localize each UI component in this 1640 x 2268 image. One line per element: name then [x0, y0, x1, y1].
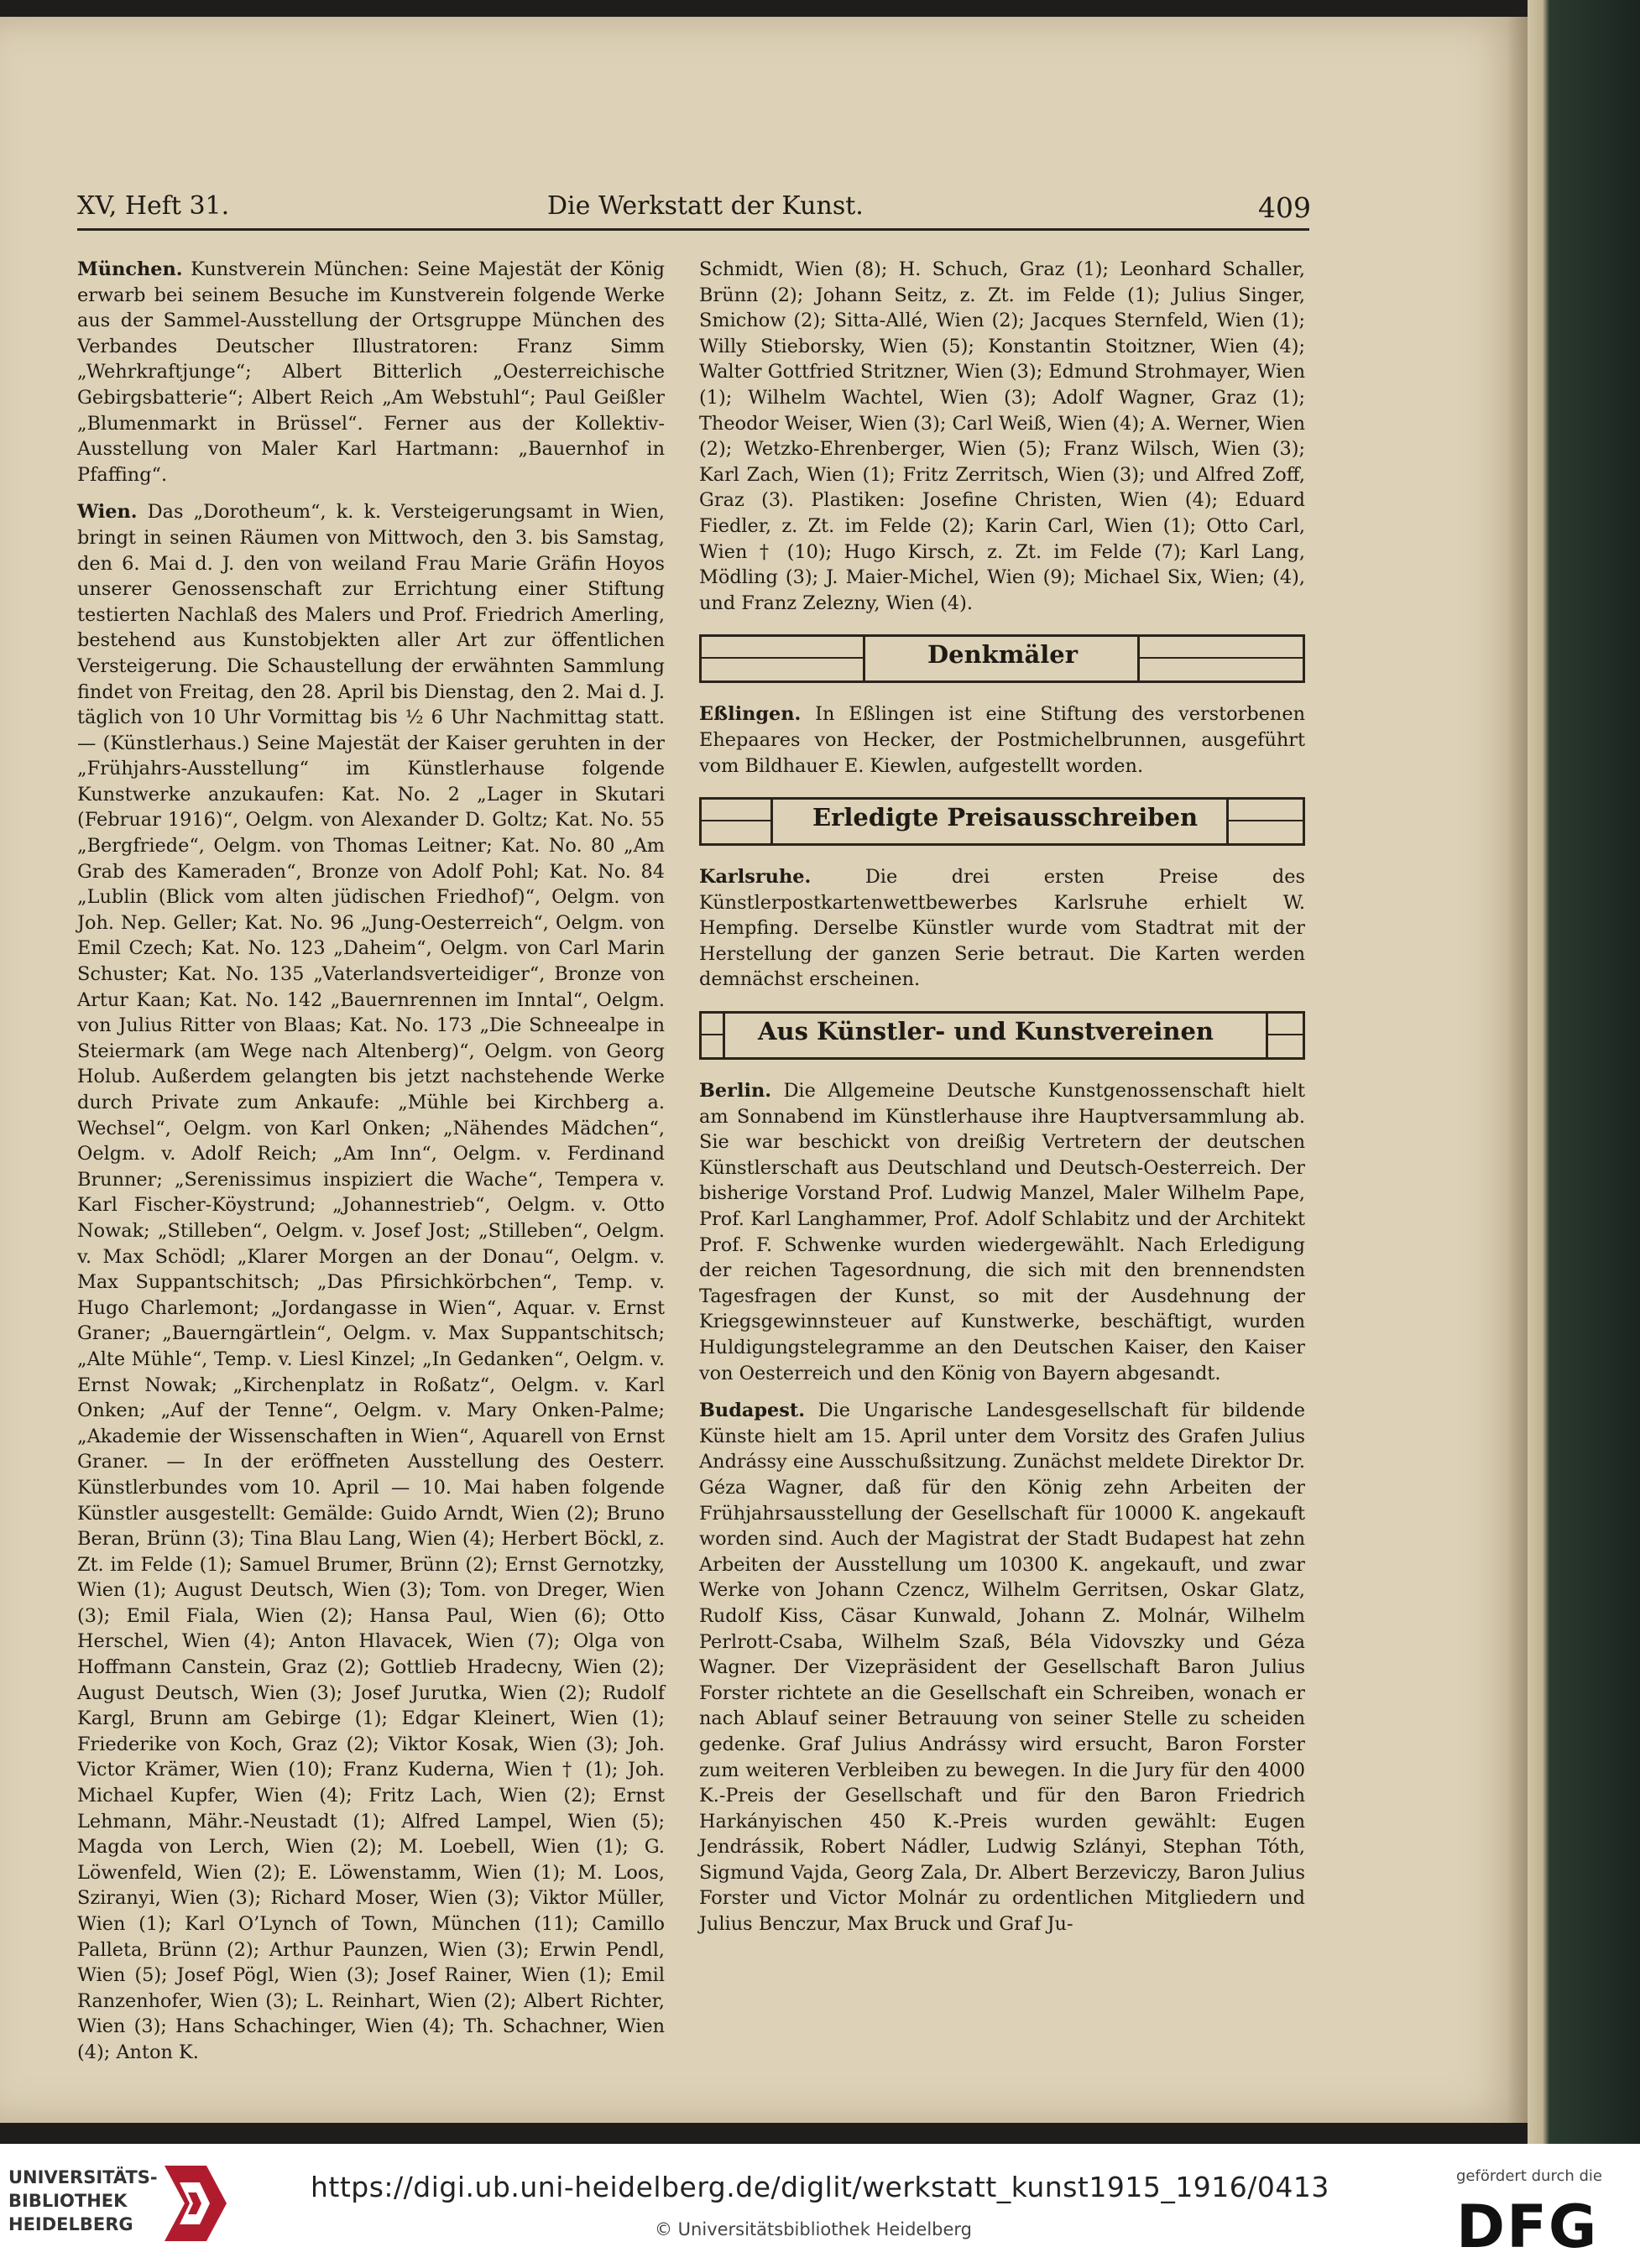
city-label: München.	[77, 258, 183, 280]
city-label: Karlsruhe.	[699, 866, 812, 889]
permalink-url[interactable]: https://digi.ub.uni-heidelberg.de/diglit/werkstatt_kunst1915_1916/0413	[311, 2171, 1329, 2203]
article-berlin	[699, 1078, 1305, 1386]
copyright-notice: © Universitätsbibliothek Heidelberg	[655, 2219, 973, 2239]
article-text: Kunstverein München: Seine Majestät der König erwarb bei seinem Besuche im Kunstverein folgende Werke aus der Sammel-Ausstellung der Ortsgruppe München des Verbandes Deutscher Illustratoren: Franz Simm „Wehrkraftjunge“; Albert Bitterlich „Oesterreichische Gebirgsbatterie“; Albert Reich „Am Webstuhl“; Paul Geißler „Blumenmarkt in Brüssel“. Ferner aus der Kollektiv-Ausstellung von Maler Karl Hartmann: „Bauernhof in Pfaffing“.	[77, 258, 665, 486]
library-seal-icon	[165, 2166, 227, 2241]
page-number: 409	[1258, 191, 1311, 224]
running-header	[77, 191, 1311, 228]
article-continuation	[699, 257, 1305, 616]
section-heading-preisausschreiben	[699, 797, 1305, 846]
section-heading-denkmaeler	[699, 634, 1305, 683]
article-text: Die Allgemeine Deutsche Kunstgenossenschaft hielt am Sonnabend im Künstlerhause ihre Hauptversammlung ab. Sie war beschickt von dreißig Vertretern der deutschen Künstlerschaft aus Deutschland und Deutsch-Oesterreich. Der bisherige Vorstand Prof. Ludwig Manzel, Maler Wilhelm Pape, Prof. Karl Langhammer, Prof. Adolf Schlabitz und der Architekt Prof. F. Schwenke wurden wiedergewählt. Nach Erledigung der reichen Tagesordnung, die sich mit den brennendsten Tagesfragen der Kunst, so mit der Ausdehnung der Kriegsgewinnsteuer auf Kunstwerke, beschäftigt, wurden Huldigungstelegramme an den Deutschen Kaiser, den Kaiser von Oesterreich und den König von Bayern abgesandt.	[699, 1080, 1305, 1384]
article-wien	[77, 499, 665, 2065]
article-budapest	[699, 1398, 1305, 1937]
right-column	[699, 257, 1305, 1949]
city-label: Budapest.	[699, 1400, 806, 1422]
city-label: Eßlingen.	[699, 703, 802, 726]
section-title: Denkmäler	[927, 640, 1078, 670]
logo-text-line: BIBLIOTHEK	[8, 2191, 128, 2211]
funding-note: gefördert durch die	[1456, 2167, 1602, 2185]
article-text: Das „Dorotheum“, k. k. Versteigerungsamt in Wien, bringt in seinen Räumen von Mittwoch, den 3. bis Samstag, den 6. Mai d. J. den von weiland Frau Marie Gräfin Hoyos unserer Genossenschaft zur Errichtung einer Stiftung testierten Nachlaß des Malers und Prof. Friedrich Amerling, bestehend aus Kunstobjekten aller Art zur öffentlichen Versteigerung. Die Schaustellung der erwähnten Sammlung findet von Freitag, den 28. April bis Dienstag, den 2. Mai d. J. täglich von 10 Uhr Vormittag bis ½ 6 Uhr Nachmittag statt. — (Künstlerhaus.) Seine Majestät der Kaiser geruhten in der „Frühjahrs-Ausstellung“ im Künstlerhause folgende Kunstwerke anzukaufen: Kat. No. 2 „Lager in Skutari (Februar 1916)“, Oelgm. von Alexander D. Goltz; Kat. No. 55 „Bergfriede“, Oelgm. von Thomas Leitner; Kat. No. 80 „Am Grab des Kameraden“, Bronze von Adolf Pohl; Kat. No. 84 „Lublin (Blick vom alten jüdischen Friedhof)“, Oelgm. von Joh. Nep. Geller; Kat. No. 96 „Jung-Oesterreich“, Oelgm. von Emil Czech; Kat. No. 123 „Daheim“, Oelgm. von Carl Marin Schuster; Kat. No. 135 „Vaterlandsverteidiger“, Bronze von Artur Kaan; Kat. No. 142 „Bauernrennen im Inntal“, Oelgm. von Julius Ritter von Blaas; Kat. No. 173 „Die Schneealpe in Steiermark (am Wege nach Altenberg)“, Oelgm. von Georg Holub. Außerdem gelangten bis jetzt nachstehende Werke durch Private zum Ankaufe: „Mühle bei Kirchberg a. Wechsel“, Oelgm. von Karl Onken; „Nähendes Mädchen“, Oelgm. v. Adolf Reich; „Am Inn“, Oelgm. v. Ferdinand Brunner; „Serenissimus inspiziert die Wache“, Tempera v. Karl Fischer-Köystrund; „Johannestrieb“, Oelgm. v. Otto Nowak; „Stilleben“, Oelgm. v. Josef Jost; „Stilleben“, Oelgm. v. Max Schödl; „Klarer Morgen an der Donau“, Oelgm. v. Max Suppantschitsch; „Das Pfirsichkörbchen“, Temp. v. Hugo Charlemont; „Jordangasse in Wien“, Aquar. v. Ernst Graner; „Bauerngärtlein“, Oelgm. v. Max Suppantschitsch; „Alte Mühle“, Temp. v. Liesl Kinzel; „In Gedanken“, Oelgm. v. Ernst Nowak; „Kirchenplatz in Roßatz“, Oelgm. v. Karl Onken; „Auf der Tenne“, Oelgm. v. Mary Onken-Palme; „Akademie der Wissenschaften in Wien“, Aquarell von Ernst Graner. — In der eröffneten Ausstellung des Oesterr. Künstlerbundes vom 10. April — 10. Mai haben folgende Künstler ausgestellt: Gemälde: Guido Arndt, Wien (2); Bruno Beran, Brünn (3); Tina Blau Lang, Wien (4); Herbert Böckl, z. Zt. im Felde (1); Samuel Brumer, Brünn (2); Ernst Gernotzky, Wien (1); August Deutsch, Wien (3); Tom. von Dreger, Wien (3); Emil Fiala, Wien (2); Hansa Paul, Wien (6); Otto Herschel, Wien (4); Anton Hlavacek, Wien (7); Olga von Hoffmann Canstein, Graz (2); Gottlieb Hradecny, Wien (2); August Deutsch, Wien (3); Josef Jurutka, Wien (2); Rudolf Kargl, Brunn am Gebirge (1); Edgar Kleinert, Wien (1); Friederike von Koch, Graz (2); Viktor Kosak, Wien (3); Joh. Victor Krämer, Wien (10); Franz Kuderna, Wien † (1); Joh. Michael Kupfer, Wien (4); Fritz Lach, Wien (2); Ernst Lehmann, Mähr.-Neustadt (1); Alfred Lampel, Wien (5); Magda von Lerch, Wien (2); M. Loebell, Wien (1); G. Löwenfeld, Wien (2); E. Löwenstamm, Wien (1); M. Loos, Sziranyi, Wien (3); Richard Moser, Wien (3); Viktor Müller, Wien (1); Karl O’Lynch of Town, München (11); Camillo Palleta, Brünn (2); Arthur Paunzen, Wien (3); Erwin Pendl, Wien (5); Josef Pögl, Wien (3); Josef Rainer, Wien (1); Emil Ranzenhofer, Wien (3); L. Reinhart, Wien (2); Albert Richter, Wien (3); Hans Schachinger, Wien (4); Th. Schachner, Wien (4); Anton K.	[77, 501, 665, 2063]
article-text: Schmidt, Wien (8); H. Schuch, Graz (1); Leonhard Schaller, Brünn (2); Johann Seitz, z. Zt. im Felde (1); Julius Singer, Smichow (2); Sitta-Allé, Wien (2); Jacques Sternfeld, Wien (1); Willy Stieborsky, Wien (5); Konstantin Stoitzner, Wien (4); Walter Gottfried Stritzner, Wien (3); Edmund Strohmayer, Wien (1); Wilhelm Wachtel, Wien (3); Adolf Wagner, Graz (1); Theodor Weiser, Wien (3); Carl Weiß, Wien (4); A. Werner, Wien (2); Wetzko-Ehrenberger, Wien (5); Franz Wilsch, Wien (3); Karl Zach, Wien (1); Fritz Zerritsch, Wien (3); und Alfred Zoff, Graz (3). Plastiken: Josefine Christen, Wien (4); Eduard Fiedler, z. Zt. im Felde (2); Karin Carl, Wien (1); Otto Carl, Wien † (10); Hugo Kirsch, z. Zt. im Felde (7); Karl Lang, Mödling (3); J. Maier-Michel, Wien (9); Michael Six, Wien; (4), und Franz Zelezny, Wien (4).	[699, 258, 1305, 614]
viewer-footer	[0, 2144, 1640, 2268]
article-text: In Eßlingen ist eine Stiftung des verstorbenen Ehepaares von Hecker, der Postmichelbrunnen, ausgeführt vom Bildhauer E. Kiewlen, aufgestellt worden.	[699, 703, 1306, 777]
section-title: Aus Künstler- und Kunstvereinen	[758, 1017, 1214, 1046]
article-text: Die drei ersten Preise des Künstlerpostkartenwettbewerbes Karlsruhe erhielt W. Hempfing. Derselbe Künstler wurde vom Stadtrat mit der Herstellung der ganzen Serie betraut. Die Karten werden demnächst erscheinen.	[699, 866, 1305, 991]
book-binding	[1528, 0, 1640, 2144]
issue-label: XV, Heft 31.	[77, 191, 230, 221]
section-title: Erledigte Preisausschreiben	[812, 803, 1199, 832]
article-text: Die Ungarische Landesgesellschaft für bildende Künste hielt am 15. April unter dem Vorsitz des Grafen Julius Andrássy eine Ausschußsitzung. Zunächst meldete Direktor Dr. Géza Wagner, daß für den König zehn Arbeiten der Frühjahrsausstellung der Gesellschaft für 10000 K. angekauft worden sind. Auch der Magistrat der Stadt Budapest hat zehn Arbeiten der Ausstellung um 10300 K. angekauft, und zwar Werke von Johann Czencz, Wilhelm Gerritsen, Oskar Glatz, Rudolf Kiss, Cäsar Kunwald, Johann Z. Molnár, Wilhelm Perlrott-Csaba, Wilhelm Szaß, Béla Vidovszky und Géza Wagner. Der Vizepräsident der Gesellschaft Baron Julius Forster richtete an die Gesellschaft ein Schreiben, wonach er nach Ablauf seiner Betrauung von seiner Stelle zu scheiden gedenke. Graf Julius Andrássy wird ersucht, Baron Forster zum weiteren Verbleiben zu bewegen. In die Jury für den 4000 K.-Preis der Gesellschaft und für den Baron Friedrich Harkányischen 450 K.-Preis wurden gewählt: Eugen Jendrássik, Robert Nádler, Ludwig Szlányi, Stephan Tóth, Sigmund Vajda, Georg Zala, Dr. Albert Berzeviczy, Baron Julius Forster und Victor Molnár zu ordentlichen Mitgliedern und Julius Benczur, Max Bruck und Graf Ju-	[699, 1400, 1305, 1936]
dfg-logo[interactable]: DFG	[1456, 2192, 1599, 2261]
logo-text-line: HEIDELBERG	[8, 2214, 133, 2234]
article-muenchen	[77, 257, 665, 487]
header-rule	[77, 228, 1309, 231]
article-esslingen	[699, 701, 1305, 779]
section-heading-kunstvereine	[699, 1011, 1305, 1060]
left-column	[77, 257, 665, 2078]
journal-title: Die Werkstatt der Kunst.	[547, 191, 864, 221]
logo-text-line: UNIVERSITÄTS-	[8, 2167, 158, 2187]
city-label: Berlin.	[699, 1080, 772, 1103]
library-logo[interactable]	[8, 2166, 158, 2236]
city-label: Wien.	[77, 501, 138, 524]
article-karlsruhe	[699, 864, 1305, 993]
